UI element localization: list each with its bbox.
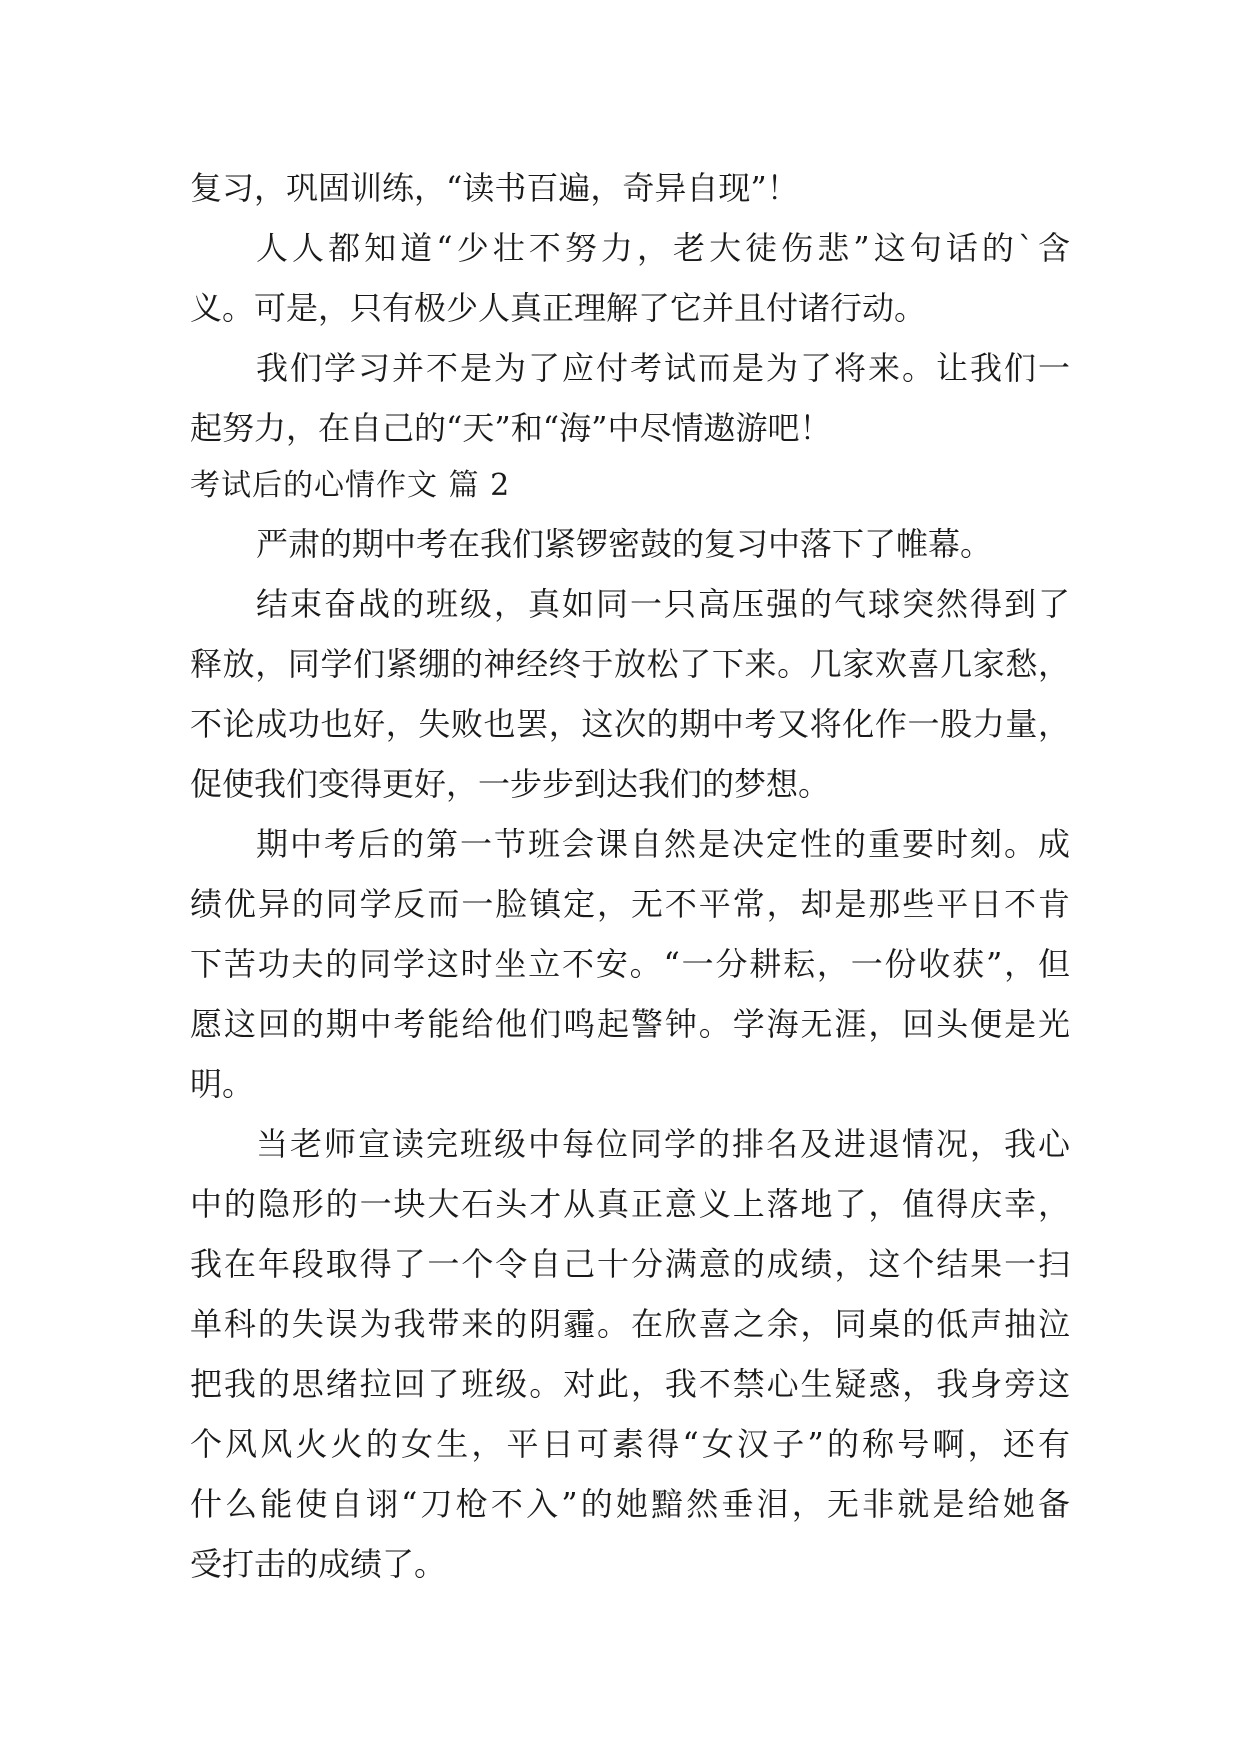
section-heading: 考试后的心情作文 篇 2: [190, 468, 511, 503]
text-line: 我在年段取得了一个令自己十分满意的成绩，这个结果一扫: [190, 1245, 1070, 1283]
text-line: 复习，巩固训练，“读书百遍，奇异自现”！: [190, 169, 799, 207]
text-line: 起努力，在自己的“天”和“海”中尽情遨游吧！: [190, 409, 832, 447]
text-line: 释放，同学们紧绷的神经终于放松了下来。几家欢喜几家愁，: [190, 645, 1070, 683]
text-line: 不论成功也好，失败也罢，这次的期中考又将化作一股力量，: [190, 705, 1070, 743]
text-line: 个风风火火的女生，平日可素得“女汉子”的称号啊，还有: [190, 1425, 1070, 1463]
text-line: 绩优异的同学反而一脸镇定，无不平常，却是那些平日不肯: [190, 885, 1070, 923]
text-line: 受打击的成绩了。: [190, 1545, 447, 1583]
text-line: 中的隐形的一块大石头才从真正意义上落地了，值得庆幸，: [190, 1185, 1070, 1223]
paragraph: [190, 514, 1070, 574]
text-line: 单科的失误为我带来的阴霾。在欣喜之余，同桌的低声抽泣: [190, 1305, 1070, 1343]
paragraph: [190, 814, 1070, 1114]
text-line: 期中考后的第一节班会课自然是决定性的重要时刻。成: [256, 825, 1070, 863]
text-line: 把我的思绪拉回了班级。对此，我不禁心生疑惑，我身旁这: [190, 1365, 1070, 1403]
text-line: 结束奋战的班级，真如同一只高压强的气球突然得到了: [256, 585, 1070, 623]
text-line: 什么能使自诩“刀枪不入”的她黯然垂泪，无非就是给她备: [190, 1485, 1070, 1523]
paragraph: [190, 218, 1070, 338]
text-line: 人人都知道“少壮不努力，老大徒伤悲”这句话的`含: [256, 229, 1070, 267]
text-line: 促使我们变得更好，一步步到达我们的梦想。: [190, 765, 831, 803]
paragraph: [190, 1114, 1070, 1594]
text-line: 义。可是，只有极少人真正理解了它并且付诸行动。: [190, 289, 927, 327]
text-line: 严肃的期中考在我们紧锣密鼓的复习中落下了帷幕。: [256, 525, 993, 563]
text-line: 下苦功夫的同学这时坐立不安。“一分耕耘，一份收获”，但: [190, 945, 1070, 983]
paragraph: [190, 158, 1070, 218]
document-page: [190, 158, 1070, 1594]
text-line: 当老师宣读完班级中每位同学的排名及进退情况，我心: [256, 1125, 1070, 1163]
text-line: 愿这回的期中考能给他们鸣起警钟。学海无涯，回头便是光: [190, 1005, 1070, 1043]
text-line: 我们学习并不是为了应付考试而是为了将来。让我们一: [256, 349, 1070, 387]
text-line: 明。: [190, 1065, 255, 1103]
paragraph: [190, 338, 1070, 458]
paragraph: [190, 574, 1070, 814]
